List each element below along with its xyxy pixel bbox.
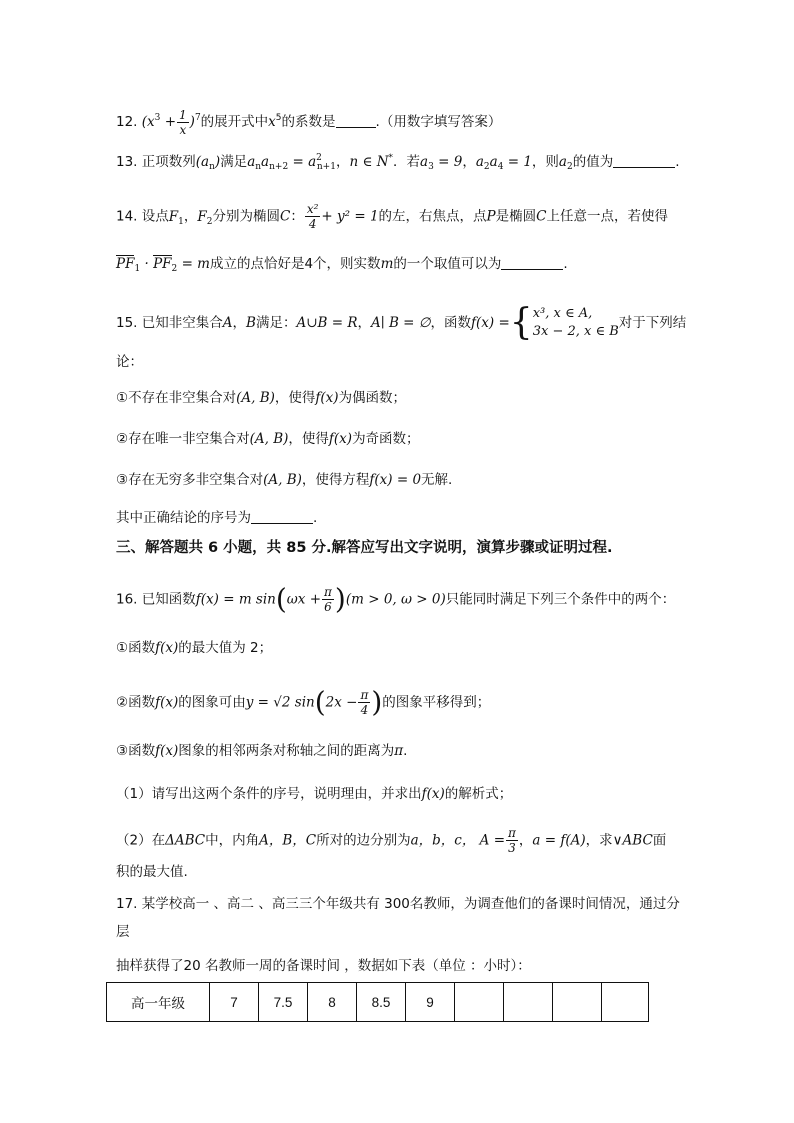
set-union: A∪B = R xyxy=(296,315,358,331)
recurrence: $a_na_{n+2} = a^2_{n+1}$ xyxy=(247,153,336,172)
part-2: （2）在ΔABC中，内角A，B，C所对的边分别为a，b，c， A = $\frac{\pi}{3}$ ，a = f(A)，求∨ABC面 xyxy=(116,826,667,855)
table-cell: 7 xyxy=(210,983,259,1022)
conclusion-1: ①不存在非空集合对(A, B)，使得f(x)为偶函数； xyxy=(116,390,407,406)
answer-blank[interactable] xyxy=(251,509,313,524)
a2: $a_2$ xyxy=(558,154,573,172)
condition-3: ③函数f(x)图象的相邻两条对称轴之间的距离为π. xyxy=(116,743,408,759)
F2: $F_2$ xyxy=(197,208,213,227)
part-1: （1）请写出这两个条件的序号，说明理由，并求出f(x)的解析式； xyxy=(116,786,513,802)
a2a4-value: $a_2a_4 = 1$ xyxy=(475,154,532,172)
answer-blank[interactable] xyxy=(501,255,563,270)
question-number: 15. xyxy=(116,315,138,331)
vector-dot-product: $PF_1 \cdot PF_2 = m$ xyxy=(116,256,210,274)
var-x: x xyxy=(268,114,276,130)
data-table xyxy=(106,982,649,1022)
piecewise: x³, x ∈ A, 3x − 2, x ∈ B xyxy=(532,306,619,339)
conclusion-2: ②存在唯一非空集合对(A, B)，使得f(x)为奇函数； xyxy=(116,431,420,447)
sequence: $(a_n)$ xyxy=(195,154,221,172)
text: 正项数列 xyxy=(141,154,196,170)
domain: n ∈ N xyxy=(349,154,389,170)
table-cell: 7.5 xyxy=(259,983,308,1022)
question-17-cont2: 抽样获得了20 名教师一周的备课时间 ，数据如下表（单位 ：小时）： xyxy=(116,958,531,974)
question-number: 13. xyxy=(116,154,138,170)
text: 满足 xyxy=(220,154,248,170)
table-cell: 8 xyxy=(308,983,357,1022)
question-17-cont: 层 xyxy=(116,924,130,940)
a3-value: $a_3 = 9$ xyxy=(420,154,463,172)
condition-1: ①函数f(x)的最大值为 2； xyxy=(116,640,273,656)
F1: $F_1$ xyxy=(168,208,184,227)
function-def: f(x) = m sin xyxy=(195,591,276,608)
question-16: 16. 已知函数f(x) = m sin(ωx + $\frac{\pi}{6}$ )(m > 0, ω > 0)只能同时满足下列三个条件中的两个： xyxy=(116,582,676,616)
table-cell xyxy=(455,983,504,1022)
question-13: 13. 正项数列$(a_n)$满足$a_na_{n+2} = a^2_{n+1}$，n ∈ N*．若$a_3 = 9$，$a_2a_4 = 1$，则$a_2$的值为 . xyxy=(116,153,680,172)
question-14-cont: $PF_1 \cdot PF_2 = m$成立的点恰好是4个，则实数m的一个取值可以为 . xyxy=(116,256,568,274)
question-14: 14. 设点$F_1$，$F_2$分别为椭圆C： $\frac{\text{x²}}{4}$ + y² = 1的左，右焦点，点P是椭圆C上任意一点，若使得 xyxy=(116,202,668,231)
conclusion-3: ③存在无穷多非空集合对(A, B)，使得方程f(x) = 0无解. xyxy=(116,472,453,488)
part-2-cont: 积的最大值. xyxy=(116,864,188,880)
question-17: 17. 某学校高一 、高二 、高三三个年级共有 300名教师，为调查他们的备课时间情况，通过分 xyxy=(116,896,680,912)
expr: ($x^3$ + $\frac{1}{x}$ )$^7$ xyxy=(141,108,201,137)
table-cell xyxy=(504,983,553,1022)
table-cell xyxy=(602,983,649,1022)
question-12 xyxy=(116,108,501,137)
question-15: 15. 已知非空集合A，B满足：A∪B = R，A∣ B = ∅，函数f(x) ={ x³, x ∈ A, 3x − 2, x ∈ B 对于下列结 xyxy=(116,302,687,343)
table-cell xyxy=(553,983,602,1022)
text: 的系数是 xyxy=(281,114,336,130)
text: 的展开式中 xyxy=(200,114,269,130)
ellipse-eq: + y² = 1 xyxy=(321,208,379,225)
question-number: 16. xyxy=(116,591,138,608)
table-row xyxy=(107,983,649,1022)
row-header: 高一年级 xyxy=(107,983,210,1022)
question-number: 12. xyxy=(116,114,138,130)
condition-2: ②函数f(x)的图象可由y = √2 sin(2x − $\frac{\pi}{4}$ )的图象平移得到； xyxy=(116,685,491,719)
section-heading: 三、解答题共 6 小题，共 85 分.解答应写出文字说明，演算步骤或证明过程. xyxy=(116,540,613,556)
set-intersection: A∣ B = ∅ xyxy=(371,315,431,331)
question-15-cont: 论： xyxy=(116,354,143,370)
answer-blank[interactable] xyxy=(613,153,675,168)
answer-blank[interactable] xyxy=(336,113,376,128)
table-cell: 8.5 xyxy=(357,983,406,1022)
exponent: 5 xyxy=(275,113,282,123)
table-cell: 9 xyxy=(406,983,455,1022)
question-number: 14. xyxy=(116,208,138,225)
text: .（用数字填写答案） xyxy=(375,114,502,130)
question-15-answer: 其中正确结论的序号为 . xyxy=(116,510,318,526)
ellipse-frac: $\frac{\text{x²}}{4}$ xyxy=(306,202,319,231)
